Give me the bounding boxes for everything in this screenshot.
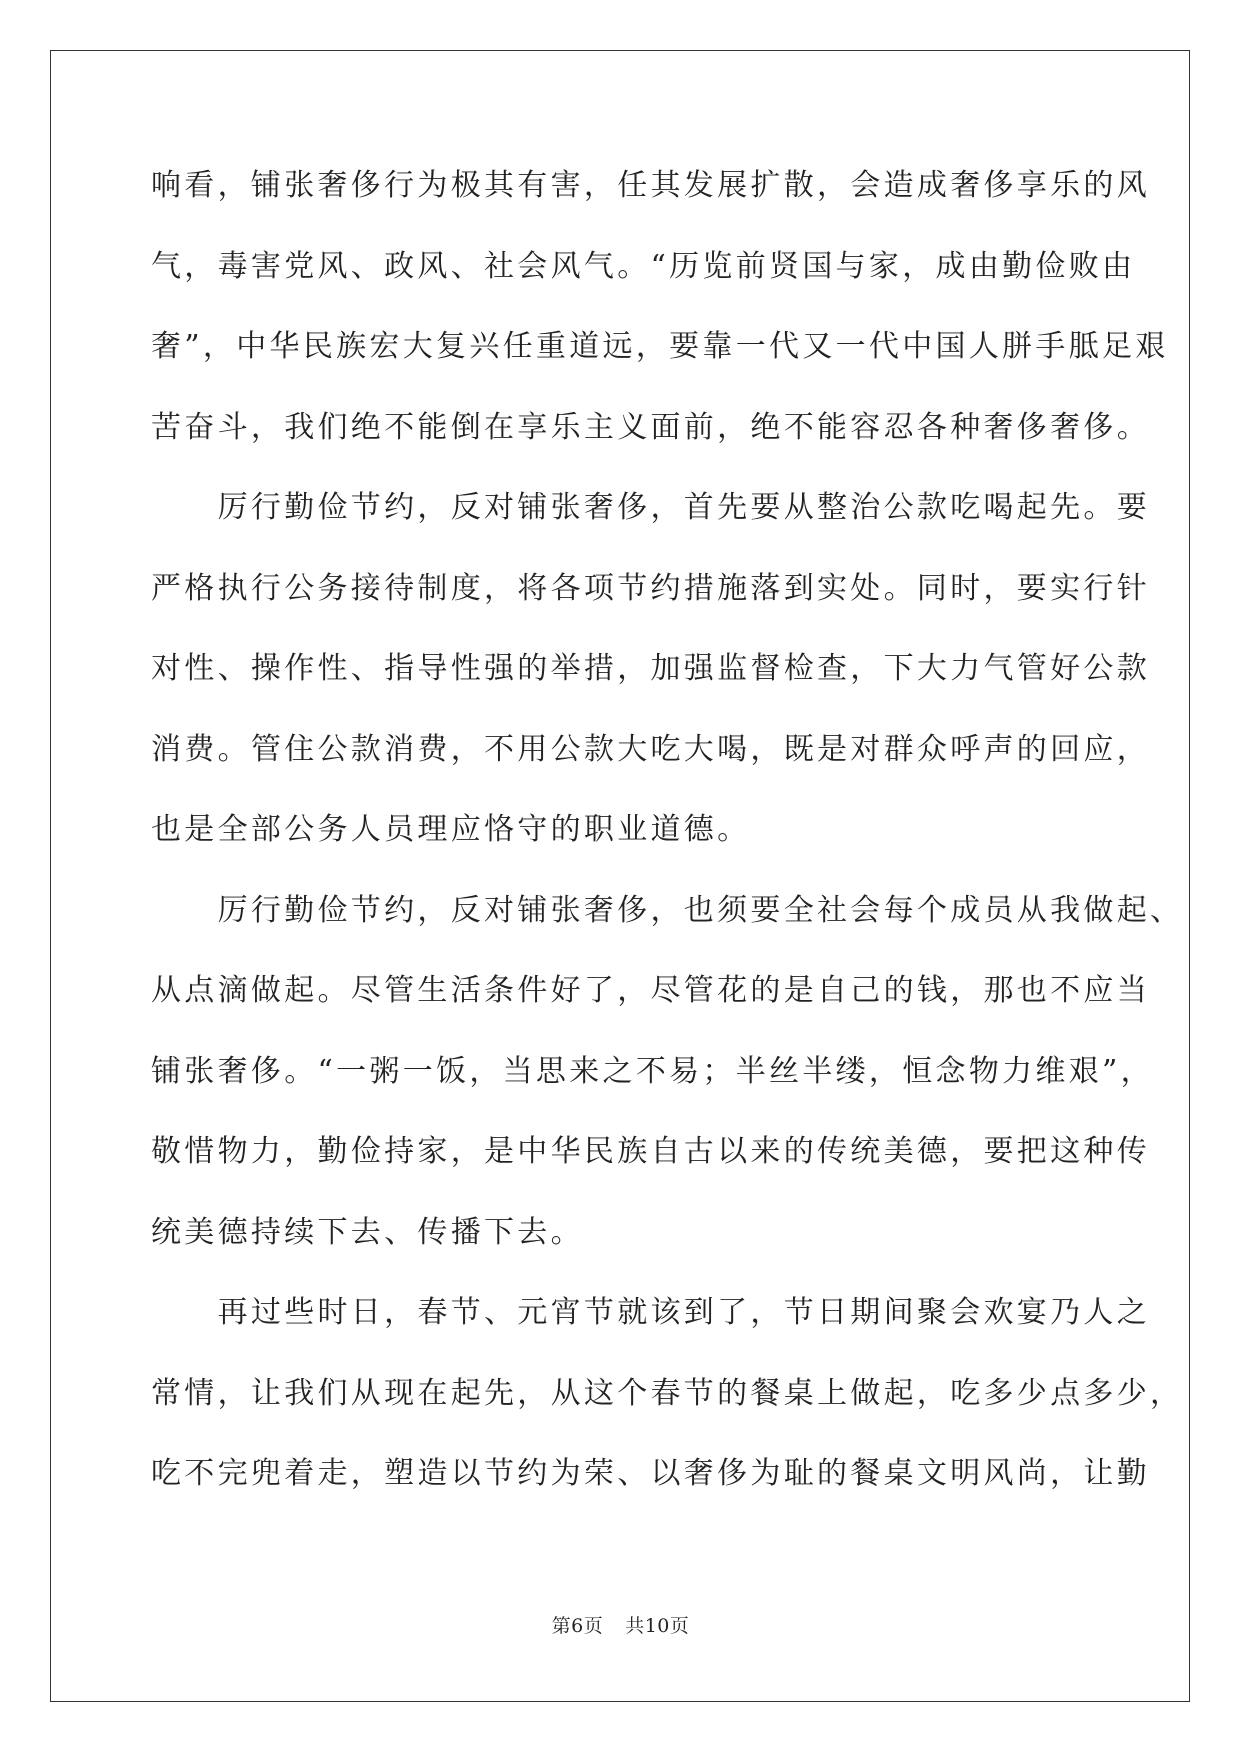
page-footer [0,1611,1241,1638]
text-line: 响看，铺张奢侈行为极其有害，任其发展扩散，会造成奢侈享乐的风 [151,168,1150,203]
page-number-total: 共10页 [625,1615,690,1637]
text-line: 对性、操作性、指导性强的举措，加强监督检查，下大力气管好公款 [151,651,1150,686]
document-body [151,160,1184,1529]
text-line: 厉行勤俭节约，反对铺张奢侈，首先要从整治公款吃喝起先。要 [151,490,1150,525]
text-line: 消费。管住公款消费，不用公款大吃大喝，既是对群众呼声的回应， [151,731,1150,767]
page-number-current: 第6页 [551,1615,604,1637]
text-line: 铺张奢侈。“一粥一饭，当思来之不易；半丝半缕，恒念物力维艰”， [151,1053,1154,1089]
text-line: 苦奋斗，我们绝不能倒在享乐主义面前，绝不能容忍各种奢侈奢侈。 [151,409,1150,445]
text-line: 敬惜物力，勤俭持家，是中华民族自古以来的传统美德，要把这种传 [151,1134,1150,1169]
text-line: 严格执行公务接待制度，将各项节约措施落到实处。同时，要实行针 [151,570,1150,606]
text-line: 也是全部公务人员理应恪守的职业道德。 [151,812,751,847]
text-line: 气，毒害党风、政风、社会风气。“历览前贤国与家，成由勤俭败由 [151,248,1136,284]
text-line: 吃不完兜着走，塑造以节约为荣、以奢侈为耻的餐桌文明风尚，让勤 [151,1456,1150,1491]
text-line: 厉行勤俭节约，反对铺张奢侈，也须要全社会每个成员从我做起、 [151,892,1184,928]
text-line: 从点滴做起。尽管生活条件好了，尽管花的是自己的钱，那也不应当 [151,973,1150,1008]
text-line: 统美德持续下去、传播下去。 [151,1214,584,1250]
text-line: 再过些时日，春节、元宵节就该到了，节日期间聚会欢宴乃人之 [151,1295,1150,1330]
text-line: 奢”，中华民族宏大复兴任重道远，要靠一代又一代中国人胼手胝足艰 [151,329,1169,364]
text-line: 常情，让我们从现在起先，从这个春节的餐桌上做起，吃多少点多少， [151,1375,1184,1411]
